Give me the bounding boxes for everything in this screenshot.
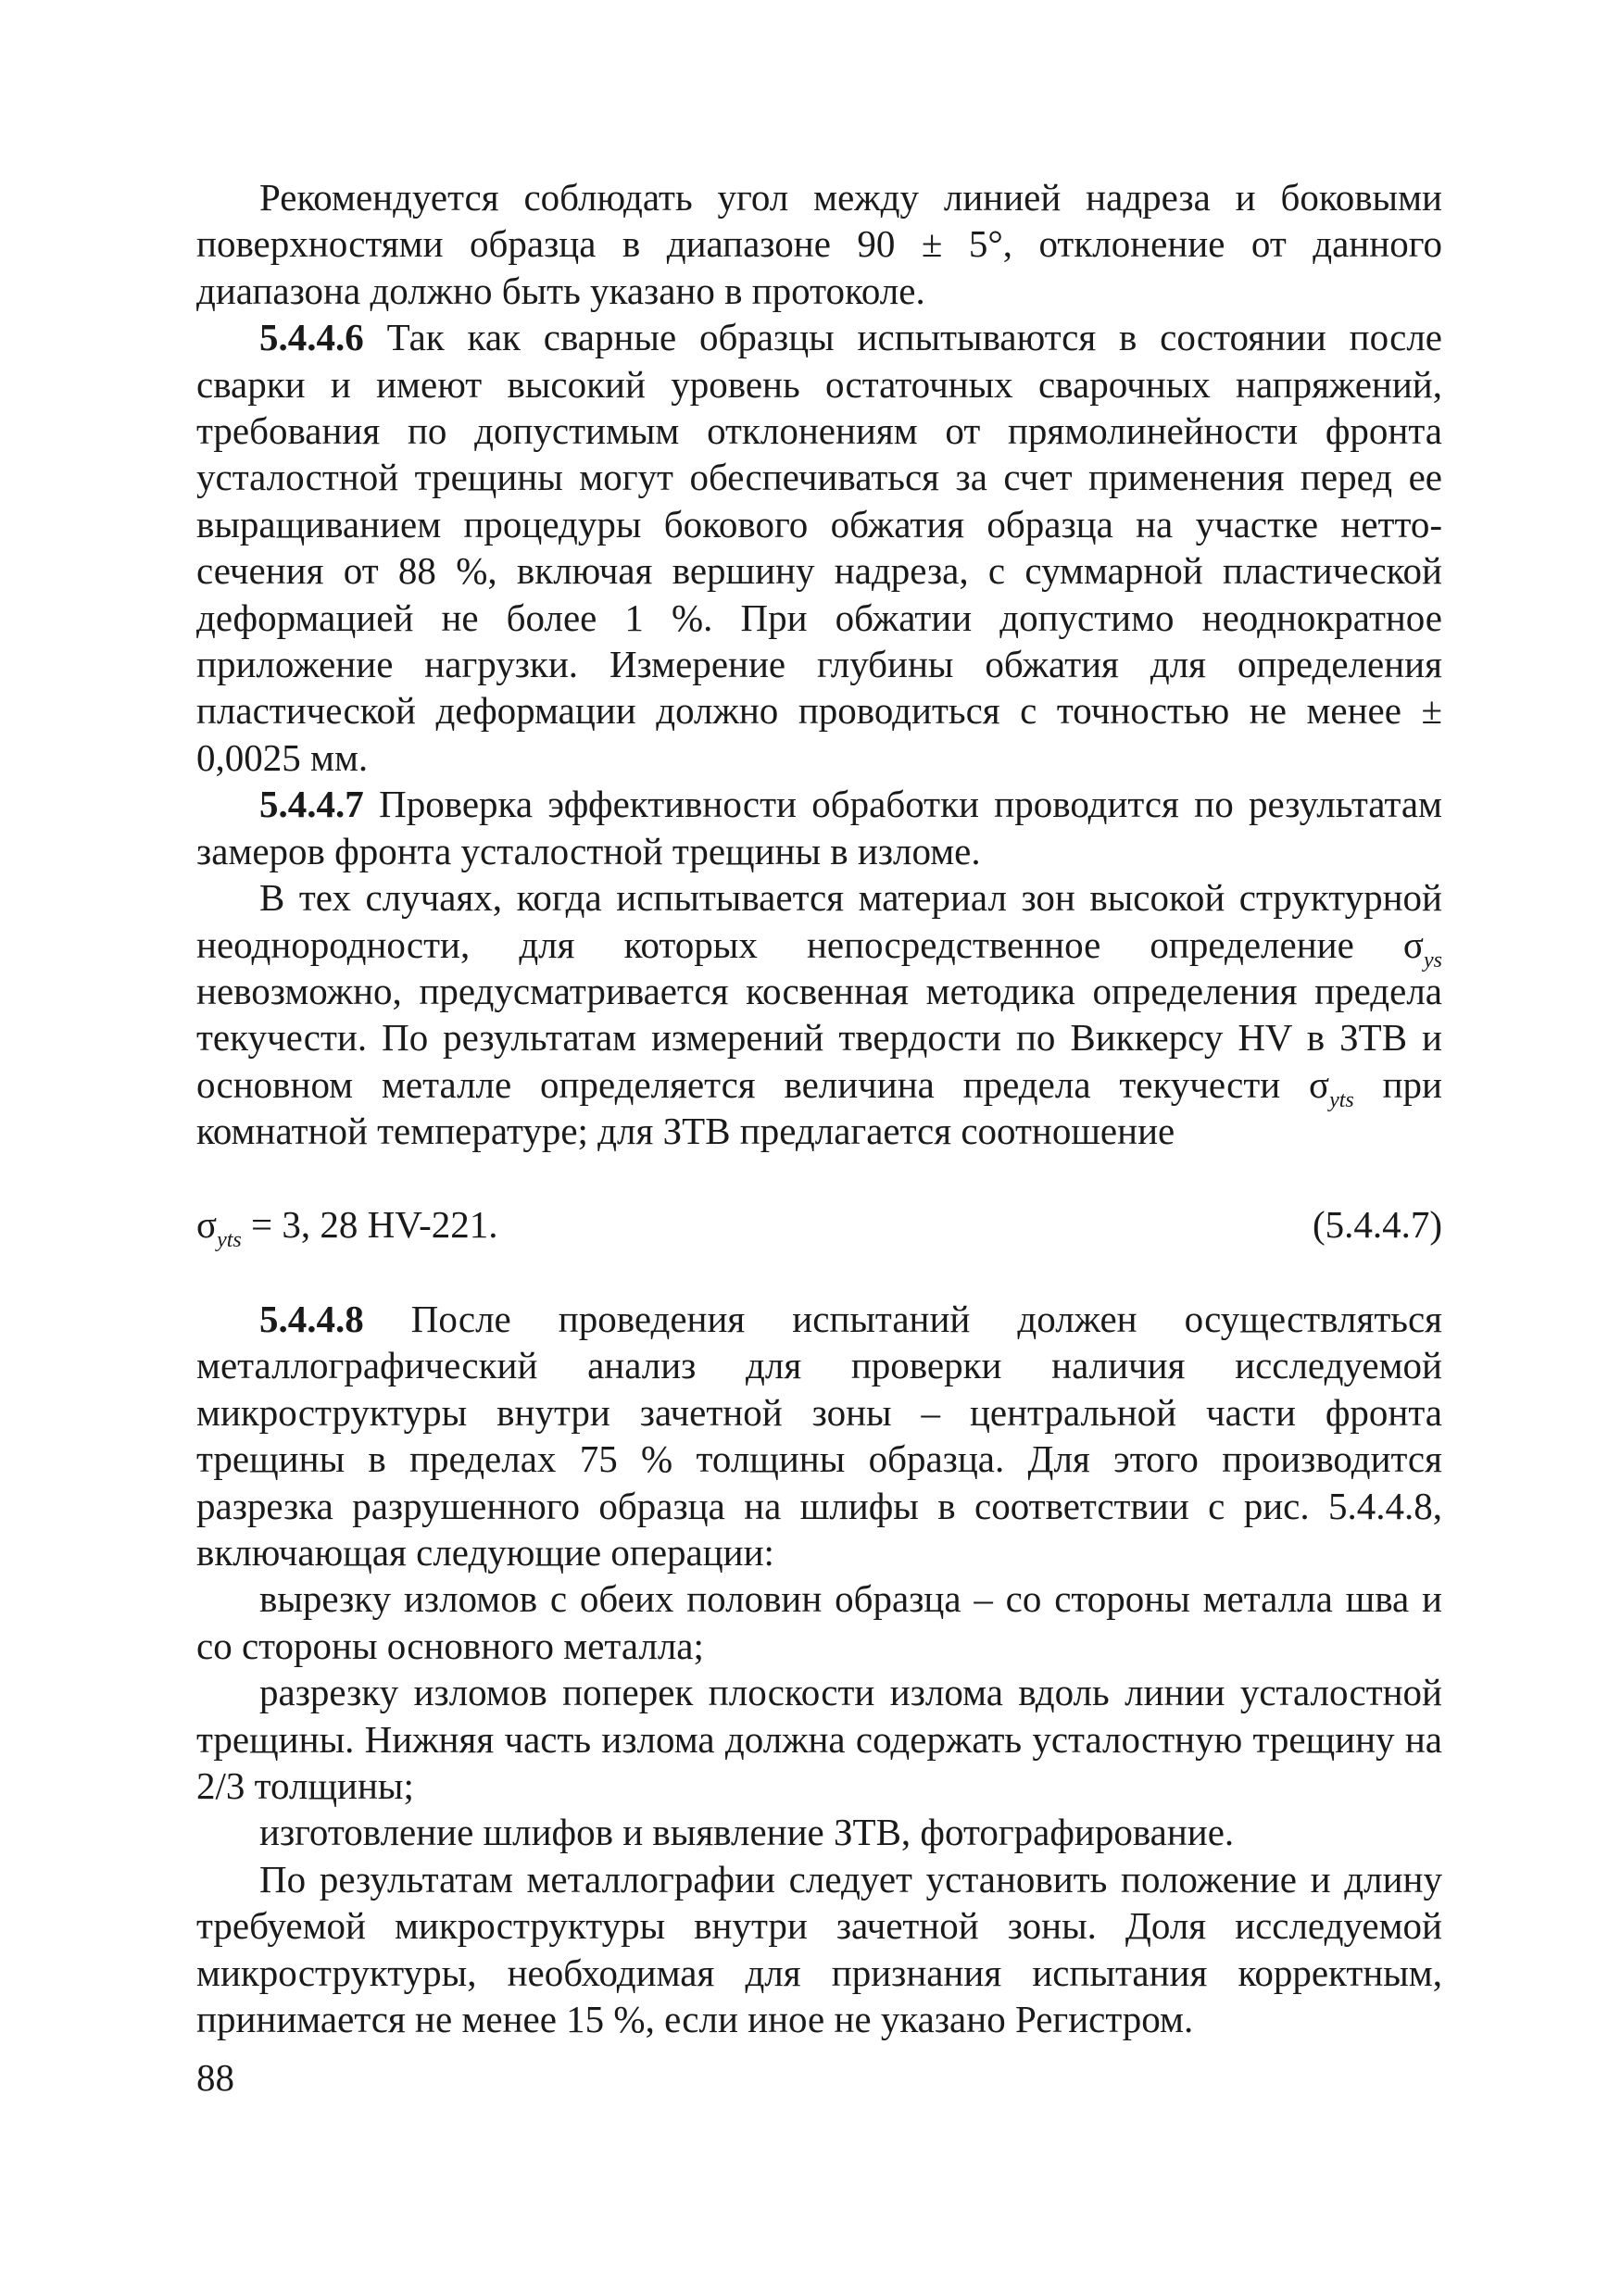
paragraph-5-4-4-8 bbox=[196, 1296, 1442, 1575]
list-item-polishing: изготовление шлифов и выявление ЗТВ, фотографирование. bbox=[259, 1811, 1235, 1854]
list-item-cutting: вырезку изломов с обеих половин образца – со стороны металла шва и со стороны основного металла; bbox=[196, 1577, 1442, 1667]
page-number: 88 bbox=[196, 2056, 234, 2099]
paragraph-text: при комнатной температуре; для ЗТВ предлагается соотношение bbox=[196, 1062, 1442, 1153]
paragraph-hardness-method bbox=[196, 874, 1442, 1154]
paragraph-5-4-4-6 bbox=[196, 314, 1442, 781]
paragraph-text: В тех случаях, когда испытывается материал зон высокой структурной неоднородности, для которых непосредственное определение σ bbox=[196, 876, 1442, 966]
paragraph-text: Проверка эффективности обработки проводится по результатам замеров фронта усталостной трещины в изломе. bbox=[196, 783, 1442, 872]
paragraph-notch-angle: Рекомендуется соблюдать угол между линией надреза и боковыми поверхностями образца в диапазоне 90 ± 5°, отклонение от данного диапазона должно быть указано в протоколе. bbox=[196, 176, 1442, 312]
section-number: 5.4.4.7 bbox=[259, 783, 364, 826]
formula-expression bbox=[196, 1201, 498, 1252]
formula-subscript: yts bbox=[217, 1227, 242, 1252]
paragraph-metallography-result: По результатам металлографии следует установить положение и длину требуемой микроструктуры внутри зачетной зоны. Доля исследуемой микроструктуры, необходимая для признания испытания корректным, принимается не менее 15 %, если иное не указано Регистром. bbox=[196, 1857, 1442, 2041]
page-body bbox=[196, 174, 1442, 2042]
section-number: 5.4.4.6 bbox=[259, 316, 364, 359]
paragraph-text: Так как сварные образцы испытываются в состоянии после сварки и имеют высокий уровень остаточных сварочных напряжений, требования по допустимым отклонениям от прямолинейности фронта усталостной трещины могут обеспечиваться за счет применения перед ее выращиванием процедуры бокового обжатия образца на участке нетто-сечения от 88 %, включая вершину надреза, с суммарной пластической деформацией не более 1 %. При обжатии допустимо неоднократное приложение нагрузки. Измерение глубины обжатия для определения пластической деформации должно проводиться с точностью не менее ± 0,0025 мм. bbox=[196, 316, 1442, 779]
formula-symbol: σ bbox=[196, 1202, 218, 1246]
subscript: ys bbox=[1424, 947, 1442, 972]
paragraph-text: После проведения испытаний должен осуществляться металлографический анализ для проверки наличия исследуемой микроструктуры внутри зачетной зоны – центральной части фронта трещины в пределах 75 % толщины образца. Для этого производится разрезка разрушенного образца на шлифы в соответствии с рис. 5.4.4.8, включающая следующие операции: bbox=[196, 1297, 1442, 1574]
formula-block bbox=[196, 1201, 1442, 1252]
formula-number: (5.4.4.7) bbox=[1312, 1202, 1442, 1246]
list-item-sectioning: разрезку изломов поперек плоскости излома вдоль линии усталостной трещины. Нижняя часть излома должна содержать усталостную трещину на 2/3 толщины; bbox=[196, 1671, 1442, 1807]
section-number: 5.4.4.8 bbox=[259, 1297, 364, 1340]
formula-rhs: = 3, 28 HV-221. bbox=[241, 1202, 498, 1246]
paragraph-text: невозможно, предусматривается косвенная методика определения предела текучести. По результатам измерений твердости по Виккерсу HV в ЗТВ и основном металле определяется величина предела текучести σ bbox=[196, 969, 1442, 1106]
subscript: yts bbox=[1329, 1087, 1354, 1112]
paragraph-5-4-4-7 bbox=[196, 781, 1442, 874]
